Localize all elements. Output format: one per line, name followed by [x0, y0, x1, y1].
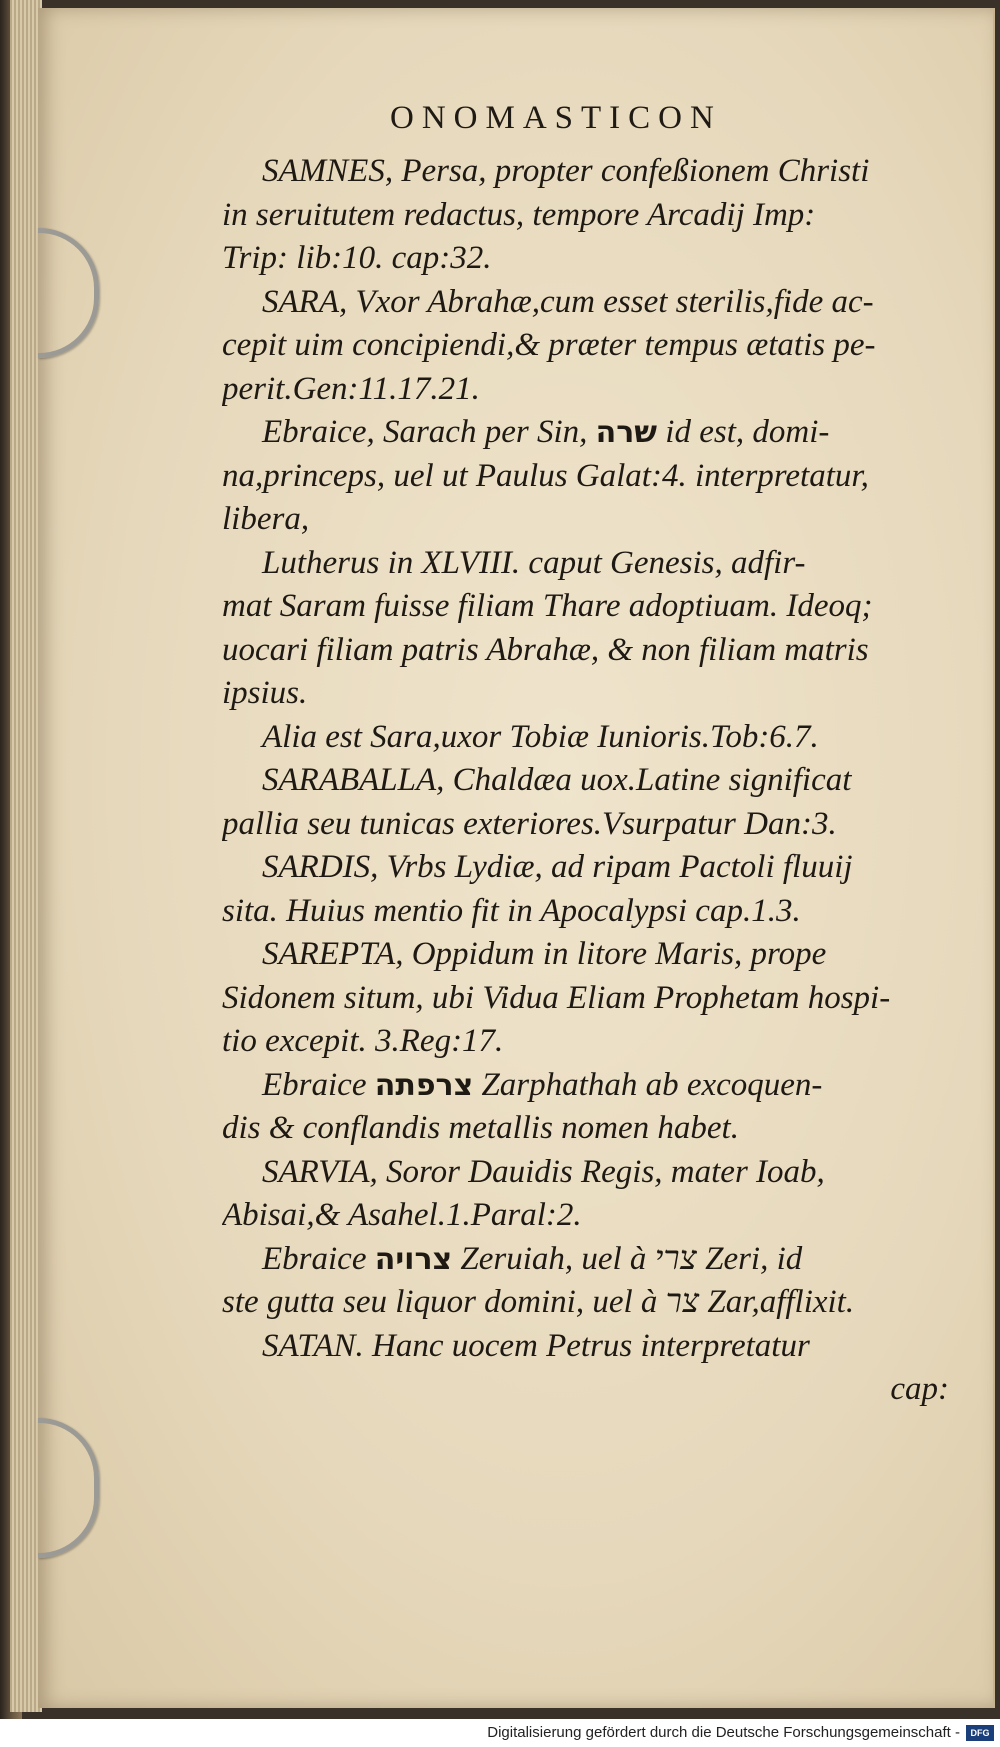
hebrew-word: צרויה [374, 1241, 453, 1277]
text-line: na,princeps, uel ut Paulus Galat:4. interpretatur, [222, 457, 869, 494]
body-text [222, 150, 957, 1412]
text-line: SAREPTA, Oppidum in litore Maris, prope [262, 936, 827, 972]
text-line: SARABALLA, Chaldæa uox.Latine significat [262, 762, 852, 798]
clip-top-icon [38, 228, 99, 358]
text-line: uocari filiam patris Abrahæ, & non filiam matris [222, 631, 869, 668]
text-line: Alia est Sara,uxor Tobiæ Iunioris.Tob:6.7. [262, 718, 819, 755]
text-segment: Ebraice, Sarach per Sin, [262, 414, 588, 450]
text-line: dis & conflandis metallis nomen habet. [222, 1110, 739, 1146]
text-line: sita. Huius mentio fit in Apocalypsi cap.1.3. [222, 892, 801, 929]
text-line: in seruitutem redactus, tempore Arcadij Imp: [222, 196, 816, 233]
text-line: Sidonem situm, ubi Vidua Eliam Prophetam hospi- [222, 979, 891, 1016]
text-segment: id est, domi- [665, 414, 830, 450]
text-line: SARVIA, Soror Dauidis Regis, mater Ioab, [262, 1153, 825, 1190]
text-segment: Zeruiah, uel à צרי Zeri, id [460, 1240, 803, 1277]
text-line: ste gutta seu liquor domini, uel à צר Zar,afflixit. [222, 1284, 855, 1320]
dfg-logo: DFG [966, 1725, 994, 1741]
digitization-footer: Digitalisierung gefördert durch die Deutsche Forschungsgemeinschaft - [0, 1719, 1000, 1747]
text-line [222, 1064, 957, 1108]
text-line: pallia seu tunicas exteriores.Vsurpatur Dan:3. [222, 805, 837, 842]
text-line: mat Saram fuisse filiam Thare adoptiuam. Ideoq; [222, 588, 873, 624]
text-line: SARDIS, Vrbs Lydiæ, ad ripam Pactoli fluuij [262, 849, 853, 885]
catchword: cap: [890, 1371, 949, 1407]
text-line: SARA, Vxor Abrahæ,cum esset sterilis,fide ac- [262, 283, 874, 320]
text-line [222, 411, 957, 455]
text-segment: Zarphathah ab excoquen- [481, 1066, 823, 1103]
running-header: ONOMASTICON [390, 100, 722, 136]
text-line: ipsius. [222, 675, 308, 711]
text-line: perit.Gen:11.17.21. [222, 370, 480, 407]
text-segment: Ebraice [262, 1066, 367, 1103]
text-line: libera, [222, 501, 310, 537]
text-line: Lutherus in XLVIII. caput Genesis, adfir- [262, 544, 806, 581]
text-line: Abisai,& Asahel.1.Paral:2. [222, 1197, 582, 1233]
hebrew-word: שרה [595, 415, 658, 450]
hebrew-word: צרפתה [374, 1067, 474, 1103]
text-line: Trip: lib:10. cap:32. [222, 240, 492, 276]
clip-bottom-icon [38, 1418, 99, 1558]
text-segment: Ebraice [262, 1240, 367, 1277]
text-line [222, 1238, 957, 1282]
text-line: tio excepit. 3.Reg:17. [222, 1023, 504, 1059]
text-line: SATAN. Hanc uocem Petrus interpretatur [262, 1327, 810, 1364]
text-line: SAMNES, Persa, propter confeßionem Christi [262, 153, 870, 189]
text-line: cepit uim concipiendi,& præter tempus ætatis pe- [222, 327, 876, 363]
